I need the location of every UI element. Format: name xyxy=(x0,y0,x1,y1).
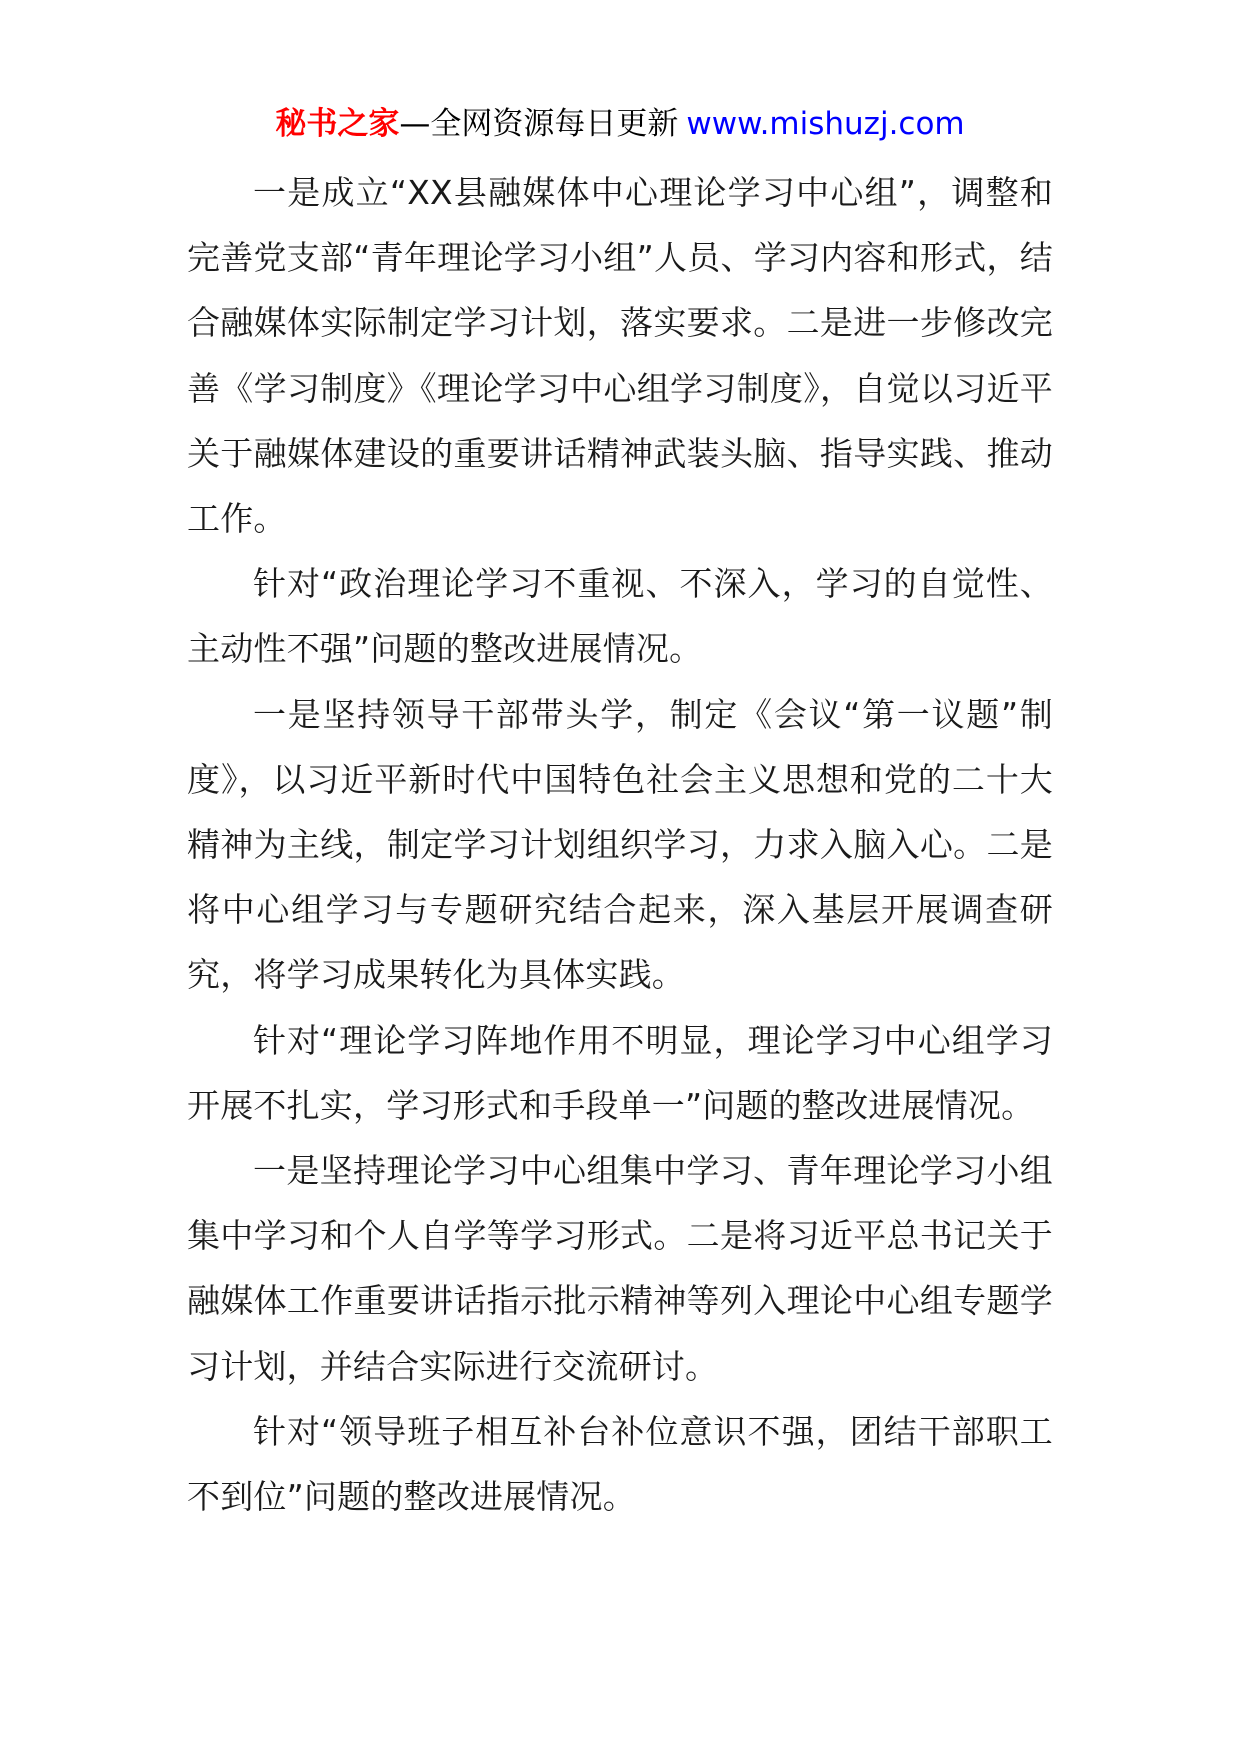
paragraph-2: 针对“政治理论学习不重视、不深入，学习的自觉性、主动性不强”问题的整改进展情况。 xyxy=(187,564,1053,669)
page-header xyxy=(0,104,1240,144)
paragraph-5: 一是坚持理论学习中心组集中学习、青年理论学习小组集中学习和个人自学等学习形式。二是将习近平总书记关于融媒体工作重要讲话指示批示精神等列入理论中心组专题学习计划，并结合实际进行交流研讨。 xyxy=(187,1151,1053,1386)
paragraph-6: 针对“领导班子相互补台补位意识不强，团结干部职工不到位”问题的整改进展情况。 xyxy=(187,1411,1053,1517)
brand-name: 秘书之家 xyxy=(275,106,400,142)
paragraph-3: 一是坚持领导干部带头学，制定《会议“第一议题”制度》，以习近平新时代中国特色社会主义思想和党的二十大精神为主线，制定学习计划组织学习，力求入脑入心。二是将中心组学习与专题研究结合起来，深入基层开展调查研究，将学习成果转化为具体实践。 xyxy=(187,694,1053,995)
header-tagline: —全网资源每日更新 xyxy=(399,106,679,142)
document-body xyxy=(187,160,1053,1529)
paragraph-1: 一是成立“XX县融媒体中心理论学习中心组”，调整和完善党支部“青年理论学习小组”人员、学习内容和形式，结合融媒体实际制定学习计划，落实要求。二是进一步修改完善《学习制度》《理论学习中心组学习制度》，自觉以习近平关于融媒体建设的重要讲话精神武装头脑、指导实践、推动工作。 xyxy=(187,173,1053,539)
paragraph-4: 针对“理论学习阵地作用不明显，理论学习中心组学习开展不扎实，学习形式和手段单一”问题的整改进展情况。 xyxy=(187,1020,1053,1125)
header-url-link[interactable]: www.mishuzj.com xyxy=(686,106,965,142)
